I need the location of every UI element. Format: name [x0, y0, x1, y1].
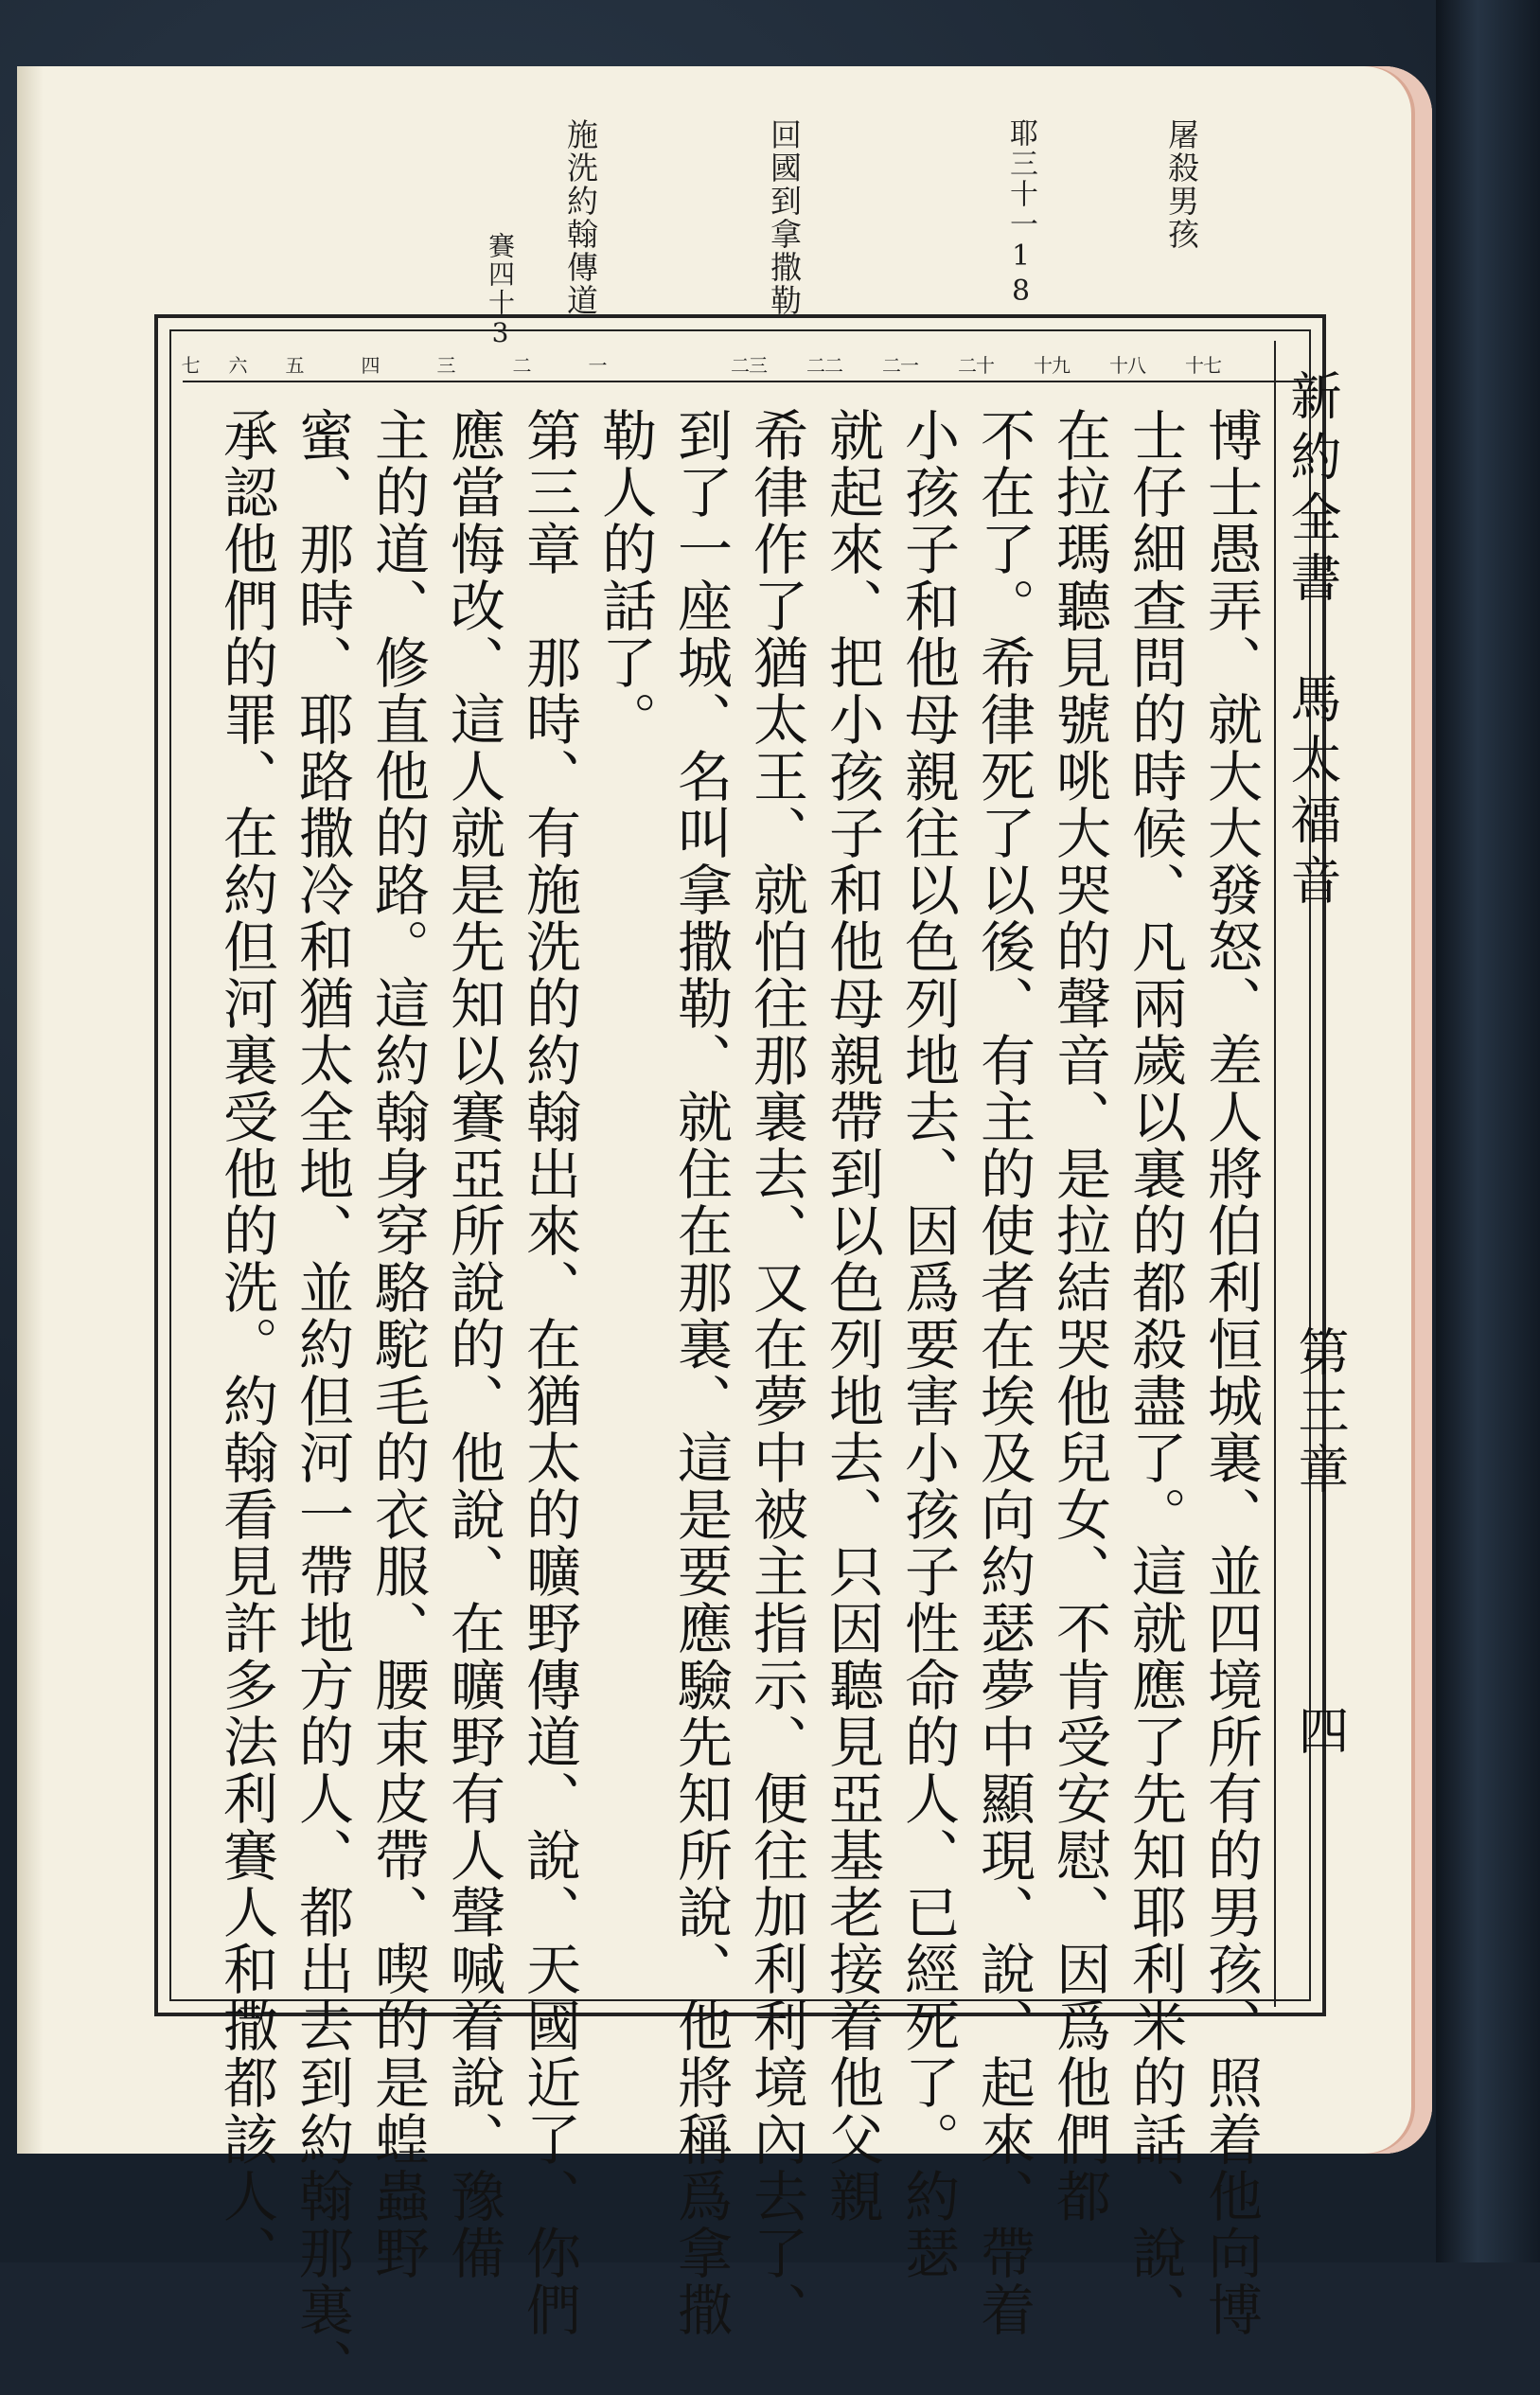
verse-number: 二十: [958, 354, 994, 377]
text-column: 到了一座城、名叫拿撒勒、就住在那裏、這是要應驗先知所說、他將稱爲拿撒: [668, 407, 733, 2338]
scripture-body: [185, 407, 1264, 2395]
book-page: [17, 66, 1432, 2395]
text-column: 蜜、那時、耶路撒冷和猶太全地、並約但河一帶地方的人、都出去到約翰那裏、: [290, 407, 354, 2395]
verse-number: 二二: [806, 354, 842, 377]
marginal-note: 耶三十一18: [1004, 118, 1037, 310]
marginal-note: 屠殺男孩: [1163, 118, 1200, 251]
text-column: 在拉瑪聽見號咷大哭的聲音、是拉結哭他兒女、不肯受安慰、因爲他們都: [1047, 407, 1111, 2225]
verse-number: 十七: [1185, 354, 1221, 377]
verse-number: 二三: [731, 354, 767, 377]
verse-number-strip: [183, 348, 1309, 382]
text-column: 博士愚弄、就大大發怒、差人將伯利恒城裏、並四境所有的男孩、照着他向博: [1198, 407, 1263, 2338]
book-spine: [1436, 0, 1540, 2262]
verse-number: 四: [361, 354, 380, 377]
verse-number: 十八: [1109, 354, 1145, 377]
text-column: 第三章 那時、有施洗的約翰出來、在猶太的曠野傳道、說、天國近了、你們: [517, 407, 581, 2338]
text-column: 就起來、把小孩子和他母親帶到以色列地去、只因聽見亞基老接着他父親: [820, 407, 884, 2225]
verse-number: 二: [512, 354, 531, 377]
marginal-note: 回國到拿撒勒: [766, 118, 803, 317]
running-header: [1274, 341, 1350, 2007]
header-book-title: 新約全書 馬太福音: [1283, 369, 1342, 914]
verse-number: 十九: [1034, 354, 1070, 377]
text-column: 希律作了猶太王、就怕往那裏去、又在夢中被主指示、便往加利利境內去了、: [744, 407, 808, 2338]
header-chapter: 第三章: [1290, 1325, 1350, 1501]
text-column: 應當悔改、這人就是先知以賽亞所說的、他說、在曠野有人聲喊着說、豫備: [441, 407, 505, 2281]
verse-number: 七: [181, 354, 200, 377]
text-column: 士仔細查問的時候、凡兩歲以裏的都殺盡了。這就應了先知耶利米的話、說、: [1123, 407, 1187, 2338]
verse-number: 三: [436, 354, 455, 377]
page-number: 四: [1290, 1704, 1350, 1755]
text-column: 主的道、修直他的路。這約翰身穿駱駝毛的衣服、腰束皮帶、喫的是蝗蟲野: [365, 407, 430, 2281]
page-gutter: [17, 66, 44, 2154]
text-column: 不在了。希律死了以後、有主的使者在埃及向約瑟夢中顯現、說、起來、帶着: [971, 407, 1036, 2338]
text-column: 勒人的話了。: [593, 407, 657, 748]
marginal-note: 賽四十3: [485, 232, 516, 350]
verse-number: 一: [588, 354, 607, 377]
verse-number: 五: [285, 354, 304, 377]
text-frame: [154, 314, 1350, 2395]
text-frame-inner: [169, 329, 1350, 2395]
verse-number: 六: [228, 354, 247, 377]
text-column: 小孩子和他母親往以色列地去、因爲要害小孩子性命的人、已經死了。約瑟: [895, 407, 960, 2281]
marginal-note: 施洗約翰傳道: [562, 118, 599, 317]
verse-number: 二一: [882, 354, 918, 377]
text-column: 承認他們的罪、在約但河裏受他的洗。約翰看見許多法利賽人和撒都該人、: [214, 407, 278, 2281]
